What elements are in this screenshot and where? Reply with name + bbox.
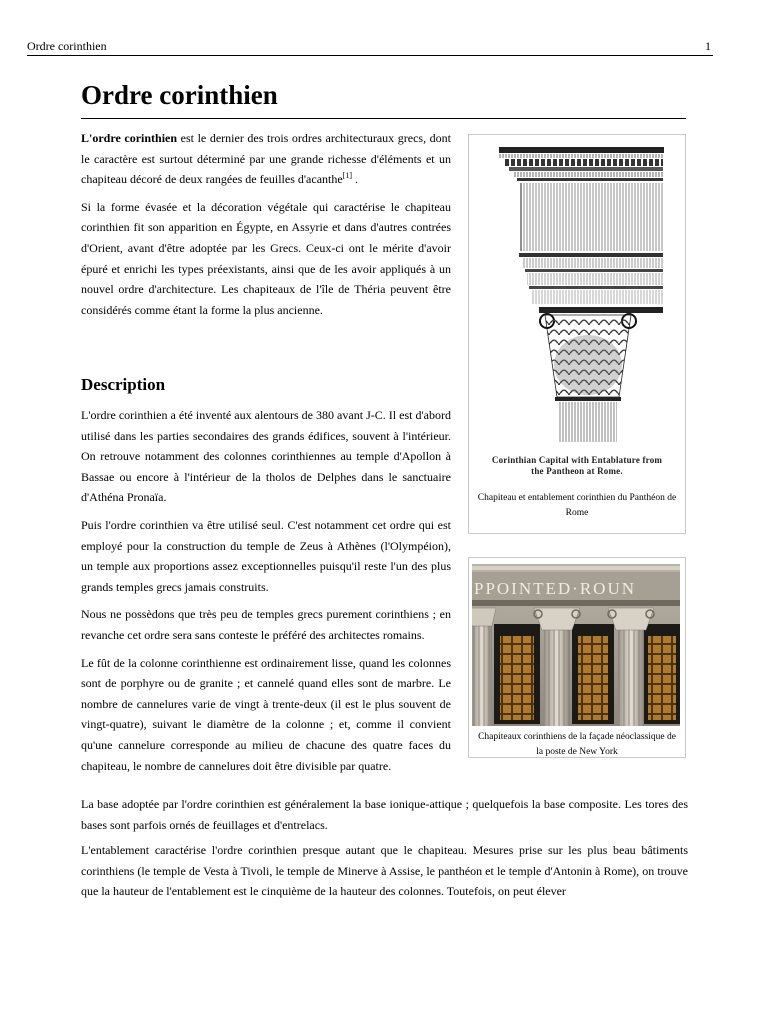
description-paragraph-5: La base adoptée par l'ordre corinthien est généralement la base ionique-attique ; quelquefois la base composite. Les tores des bases sont parfois ornés de feuillages et d'entrelacs. [81, 797, 688, 832]
engraved-caption-line-1: Corinthian Capital with Entablature from [491, 455, 663, 465]
figure-caption-newyork: Chapiteaux corinthiens de la façade néoclassique de la poste de New York [478, 732, 676, 757]
figure-pantheon-capital [468, 134, 686, 534]
description-paragraph-4: Le fût de la colonne corinthienne est ordinairement lisse, quand les colonnes sont de porphyre ou de granite ; et cannelé quand elles sont de marbre. Le nombre de cannelures varie de vingt à trente-deux (il est le plus souvent de vingt-quatre), suivant le diamètre de la colonne ; et, comme il convient qu'une cannelure corresponde au milieu de chacune des quatre faces du chapiteau, le nombre de cannelures doit être divisible par quatre. [81, 655, 451, 773]
intro-paragraph-1 [81, 128, 451, 190]
engraved-caption-line-2: the Pantheon at Rome. [531, 466, 623, 476]
section-heading-description: Description [81, 375, 166, 394]
running-header [27, 39, 713, 56]
page-title: Ordre corinthien [81, 78, 686, 119]
footnote-ref[interactable]: [1] [342, 171, 353, 181]
page-number: 1 [705, 39, 711, 53]
description-fullwidth [81, 794, 688, 907]
description-column [81, 405, 451, 783]
intro-section [81, 128, 451, 327]
engraved-caption [469, 455, 685, 477]
description-paragraph-6: L'entablement caractérise l'ordre corinthien presque autant que le chapiteau. Mesures prise sur les plus beau bâtiments corinthiens (le temple de Vesta à Tivoli, le temple de Minerve à Assise, le panthéon et le temple d'Antonin à Rome), on trouve que la hauteur de l'entablement est le cinquième de la hauteur des colonnes. Toutefois, on peut élever [81, 843, 688, 899]
post-office-photo [472, 564, 688, 726]
intro-paragraph-2: Si la forme évasée et la décoration végétale qui caractérise le chapiteau corinthien fit son apparition en Égypte, en Assyrie et dans d'autres contrées d'Orient, avant d'être adoptée par les Grecs. Ceux-ci ont le mérite d'avoir épuré et enrichi les types préexistants, ainsi que de les avoir appliqués à un nouvel ordre d'architecture. Les chapiteaux de l'île de Théria peuvent être considérés comme étant la forme la plus ancienne. [81, 199, 451, 317]
description-paragraph-3: Nous ne possèdons que très peu de temples grecs purement corinthiens ; en revanche cet ordre sera sans conteste le préféré des architectes romains. [81, 607, 451, 642]
facade-inscription: PPOINTED·ROUN [474, 579, 636, 598]
intro-text-end: . [352, 172, 359, 187]
intro-term: L'ordre corinthien [81, 131, 178, 145]
intro-text: est le dernier des trois ordres architecturaux grecs, dont le caractère est surtout déterminé par une grande richesse d'éléments et un chapiteau décoré de deux rangées de feuilles d'acanthe [81, 131, 451, 187]
description-paragraph-1: L'ordre corinthien a été inventé aux alentours de 380 avant J-C. Il est d'abord utilisé dans les parties secondaires des grands édifices, souvent à l'intérieur. On retrouve notamment des colonnes corinthiennes au temple d'Apollon à Bassae ou encore à l'intérieur de la tholos de Delphes dans le sanctuaire d'Athéna Pronaïa. [81, 408, 451, 505]
header-title: Ordre corinthien [27, 39, 107, 53]
description-paragraph-2: Puis l'ordre corinthien va être utilisé seul. C'est notamment cet ordre qui est employé pour la construction du temple de Zeus à Athènes (l'Olympéion), un temple aux proportions assez exceptionnelles puisqu'il reste l'un des plus grands temples grecs jamais construits. [81, 517, 451, 594]
figure-caption-pantheon: Chapiteau et entablement corinthien du Panthéon de Rome [477, 493, 677, 518]
figure-newyork-post-office [468, 557, 686, 758]
capital-engraving-image [469, 135, 685, 445]
